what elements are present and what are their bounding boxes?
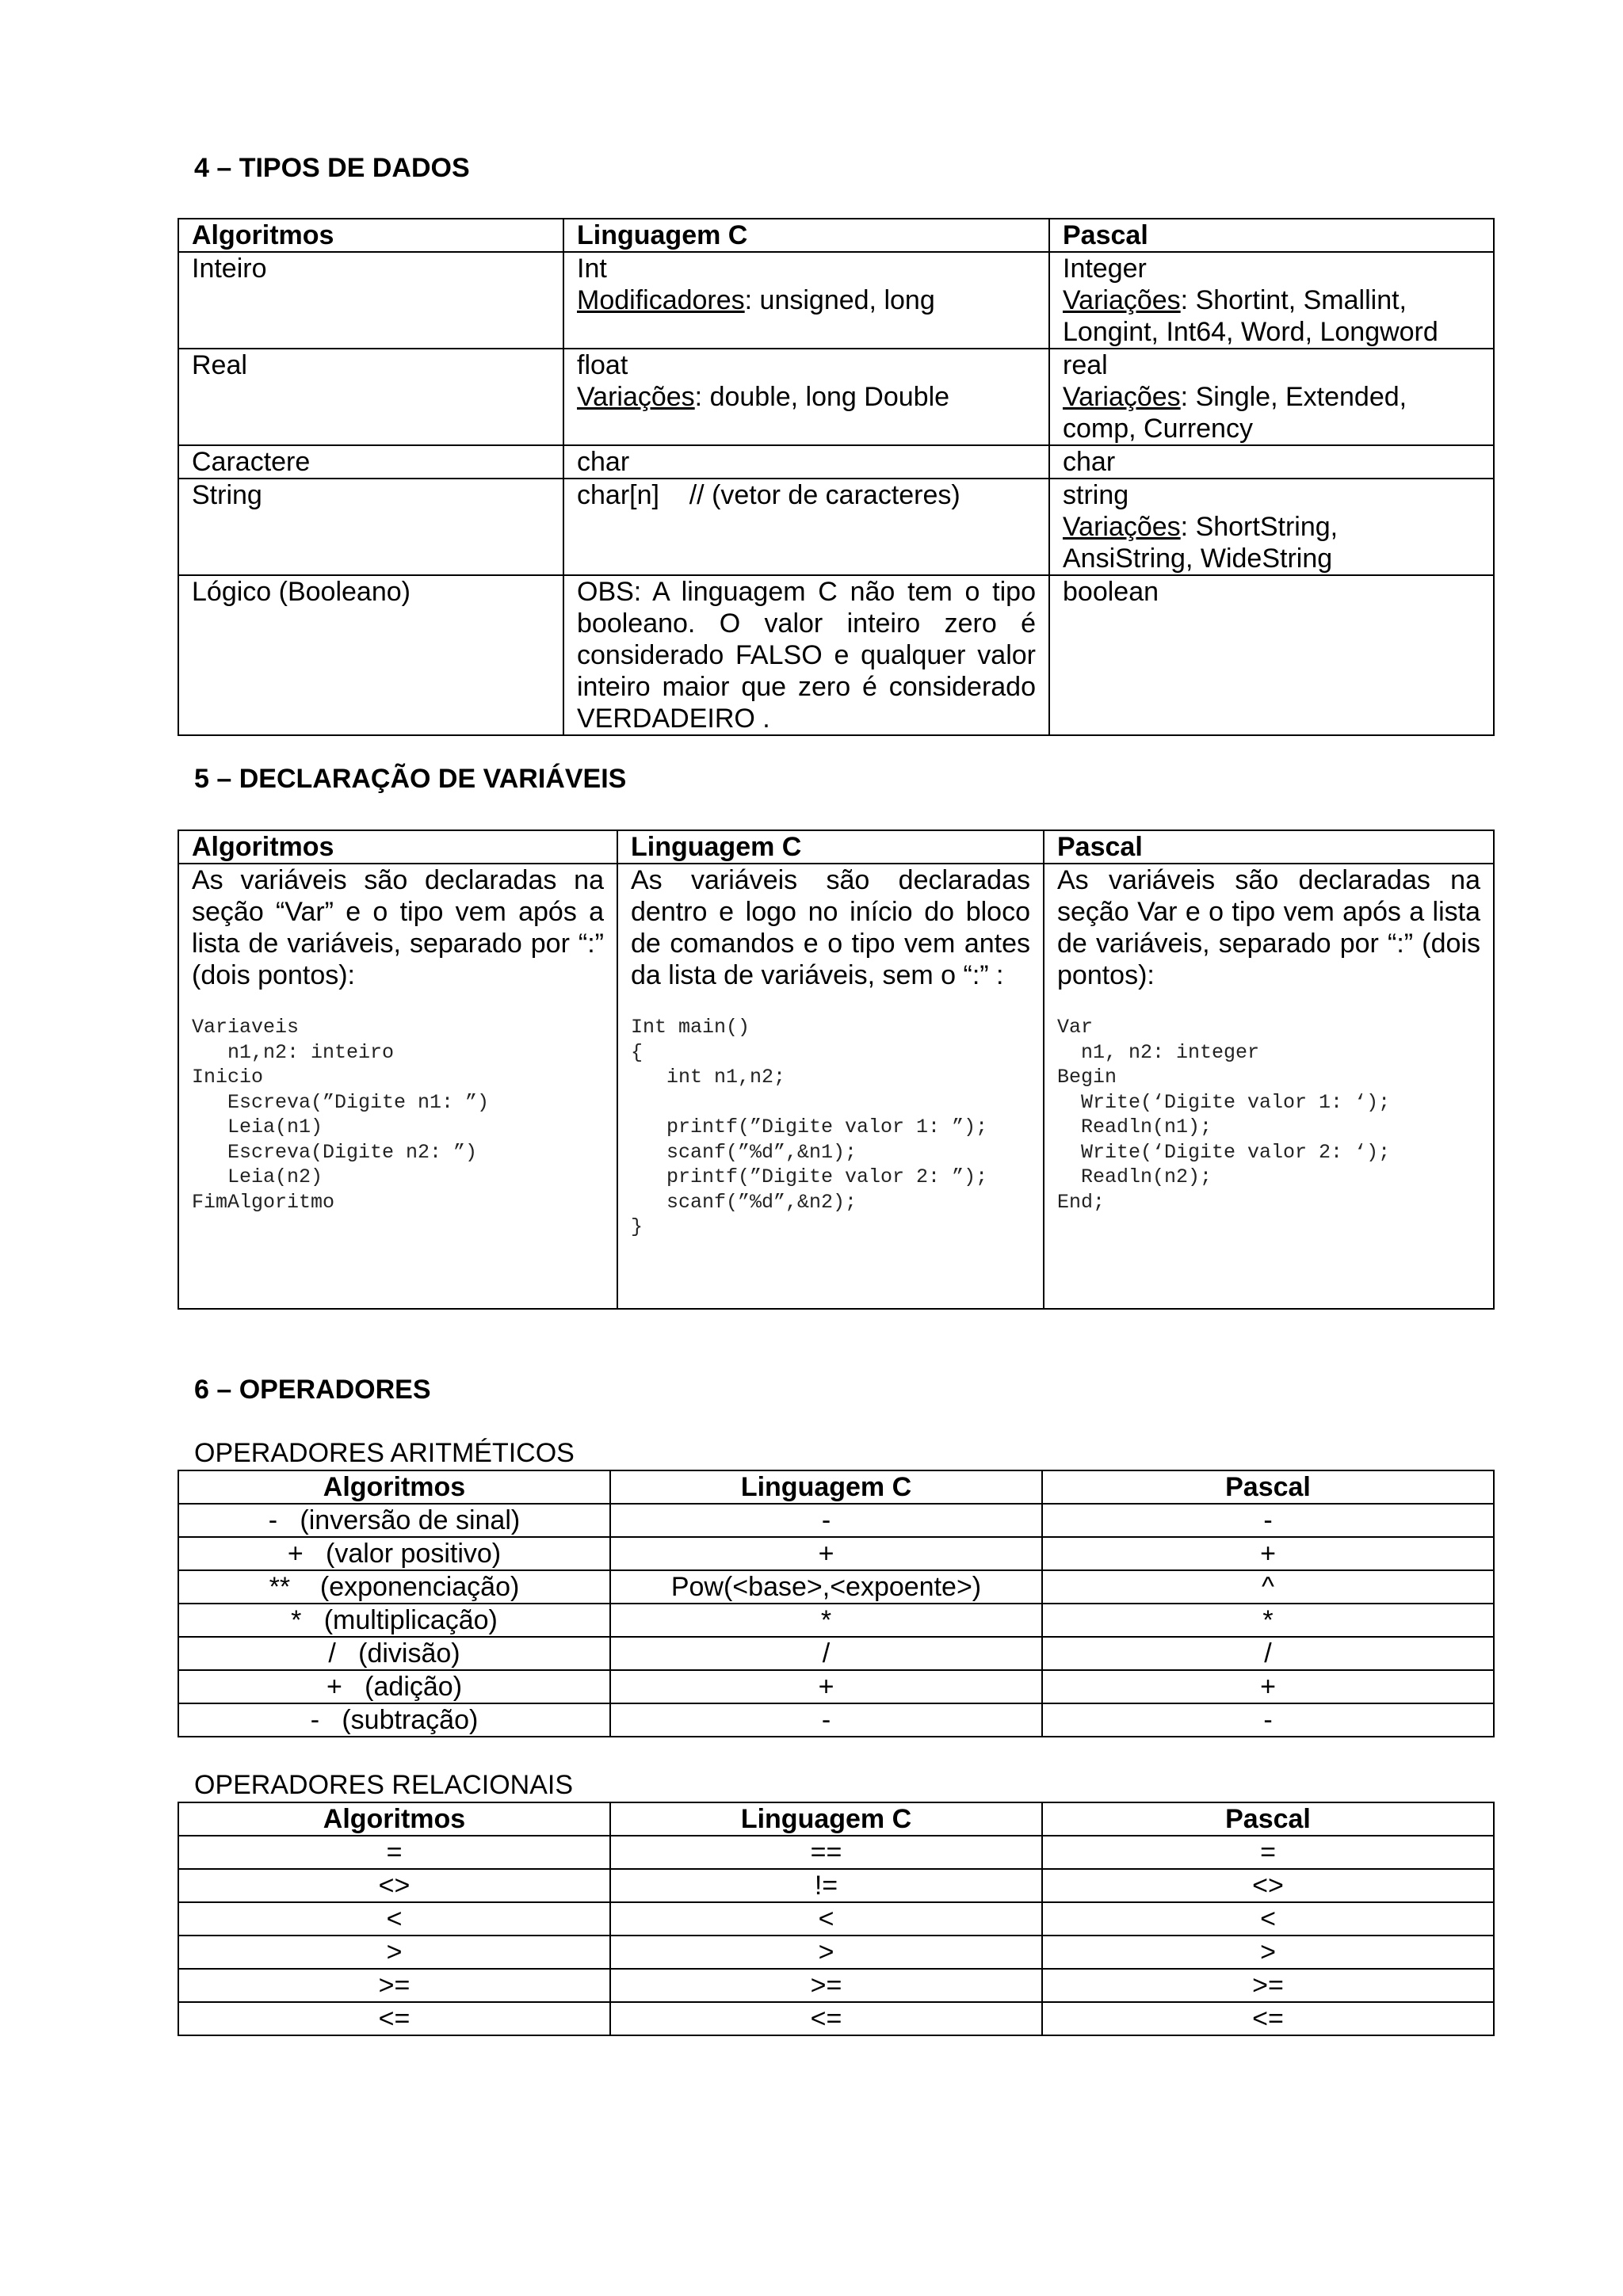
section-5-title: 5 – DECLARAÇÃO DE VARIÁVEIS [194, 764, 627, 794]
pascal-op: <= [1042, 2002, 1494, 2035]
pascal-op: <> [1042, 1869, 1494, 1902]
pascal-op: > [1042, 1936, 1494, 1969]
pascal-op: / [1042, 1637, 1494, 1670]
header-linguagem-c: Linguagem C [563, 219, 1049, 252]
pascal-cell [1049, 252, 1494, 349]
table-row [178, 1604, 1494, 1637]
section-4-title: 4 – TIPOS DE DADOS [194, 153, 470, 183]
table-row [178, 1537, 1494, 1570]
header-algoritmos: Algoritmos [178, 1470, 610, 1504]
c-op: + [610, 1670, 1042, 1703]
table-header-row [178, 1802, 1494, 1836]
pascal-description: As variáveis são declaradas na seção Var e o tipo vem após a lista de variáveis, separado por “:” (dois pontos): [1057, 865, 1480, 990]
pascal-type: string [1063, 480, 1129, 510]
table-row [178, 1902, 1494, 1936]
table-row [178, 1570, 1494, 1604]
header-algoritmos: Algoritmos [178, 830, 617, 864]
header-algoritmos: Algoritmos [178, 219, 563, 252]
table-row [178, 864, 1494, 1309]
header-pascal: Pascal [1042, 1802, 1494, 1836]
alg-op: > [178, 1936, 610, 1969]
rel-operators-title: OPERADORES RELACIONAIS [194, 1770, 574, 1800]
alg-cell: Lógico (Booleano) [178, 575, 563, 735]
c-op: - [610, 1703, 1042, 1737]
pascal-variations: Variações: Shortint, Smallint, [1063, 285, 1407, 315]
pascal-op: * [1042, 1604, 1494, 1637]
pascal-cell [1049, 349, 1494, 445]
alg-cell: String [178, 479, 563, 575]
pascal-op: + [1042, 1537, 1494, 1570]
c-op: - [610, 1504, 1042, 1537]
table-header-row [178, 219, 1494, 252]
table-row [178, 1869, 1494, 1902]
c-op: * [610, 1604, 1042, 1637]
alg-description: As variáveis são declaradas na seção “Var” e o tipo vem após a lista de variáveis, separado por “:” (dois pontos): [192, 865, 604, 990]
tipos-de-dados-table [178, 218, 1495, 736]
table-row [178, 479, 1494, 575]
alg-op: <= [178, 2002, 610, 2035]
pascal-op: ^ [1042, 1570, 1494, 1604]
pascal-op: - [1042, 1703, 1494, 1737]
c-op: < [610, 1902, 1042, 1936]
table-row [178, 1969, 1494, 2002]
header-pascal: Pascal [1049, 219, 1494, 252]
pascal-type: Integer [1063, 254, 1147, 284]
header-linguagem-c: Linguagem C [610, 1470, 1042, 1504]
table-row [178, 252, 1494, 349]
pascal-cell: boolean [1049, 575, 1494, 735]
table-row [178, 349, 1494, 445]
pascal-op: >= [1042, 1969, 1494, 2002]
alg-op: >= [178, 1969, 610, 2002]
c-op: > [610, 1936, 1042, 1969]
table-row [178, 1936, 1494, 1969]
pascal-op: < [1042, 1902, 1494, 1936]
table-row [178, 1836, 1494, 1869]
rel-operators-table [178, 1802, 1495, 2036]
pascal-variations-cont: AnsiString, WideString [1063, 543, 1333, 574]
alg-op: / (divisão) [178, 1637, 610, 1670]
pascal-type: real [1063, 350, 1108, 380]
table-row [178, 1504, 1494, 1537]
pascal-cell: char [1049, 445, 1494, 479]
section-6-title: 6 – OPERADORES [194, 1375, 431, 1405]
c-type: float [577, 350, 628, 380]
table-row [178, 1703, 1494, 1737]
pascal-op: = [1042, 1836, 1494, 1869]
header-linguagem-c: Linguagem C [617, 830, 1044, 864]
c-cell [563, 349, 1049, 445]
c-cell: char[n] // (vetor de caracteres) [563, 479, 1049, 575]
c-op: Pow(<base>,<expoente>) [610, 1570, 1042, 1604]
c-cell [563, 252, 1049, 349]
table-row [178, 445, 1494, 479]
alg-op: * (multiplicação) [178, 1604, 610, 1637]
c-op: == [610, 1836, 1042, 1869]
declaracao-variaveis-table [178, 830, 1495, 1310]
header-pascal: Pascal [1042, 1470, 1494, 1504]
c-type: Int [577, 254, 607, 284]
table-row [178, 2002, 1494, 2035]
alg-op: - (subtração) [178, 1703, 610, 1737]
c-op: != [610, 1869, 1042, 1902]
c-cell [617, 864, 1044, 1309]
pascal-variations: Variações: Single, Extended, [1063, 382, 1407, 412]
c-op: + [610, 1537, 1042, 1570]
c-cell: OBS: A linguagem C não tem o tipo booleano. O valor inteiro zero é considerado FALSO e qualquer valor inteiro maior que zero é considerado VERDADEIRO . [563, 575, 1049, 735]
alg-op: <> [178, 1869, 610, 1902]
table-header-row [178, 830, 1494, 864]
c-op: <= [610, 2002, 1042, 2035]
arith-operators-table [178, 1470, 1495, 1737]
c-description: As variáveis são declaradas dentro e logo no início do bloco de comandos e o tipo vem antes da lista de variáveis, sem o “:” : [631, 865, 1030, 990]
table-header-row [178, 1470, 1494, 1504]
pascal-op: - [1042, 1504, 1494, 1537]
pascal-op: + [1042, 1670, 1494, 1703]
table-row [178, 1637, 1494, 1670]
pascal-code-block: Var n1, n2: integer Begin Write(‘Digite valor 1: ‘); Readln(n1); Write(‘Digite valor 2: ‘); Readln(n2); End; [1057, 1016, 1391, 1214]
alg-op: + (adição) [178, 1670, 610, 1703]
table-row [178, 1670, 1494, 1703]
header-pascal: Pascal [1044, 830, 1494, 864]
c-op: >= [610, 1969, 1042, 2002]
pascal-variations-cont: Longint, Int64, Word, Longword [1063, 317, 1438, 347]
alg-op: = [178, 1836, 610, 1869]
header-algoritmos: Algoritmos [178, 1802, 610, 1836]
c-op: / [610, 1637, 1042, 1670]
c-variations: Variações: double, long Double [577, 382, 950, 412]
c-code-block: Int main() { int n1,n2; printf(”Digite valor 1: ”); scanf(”%d”,&n1); printf(”Digite valor 2: ”); scanf(”%d”,&n2); } [631, 1016, 988, 1238]
pascal-cell [1049, 479, 1494, 575]
pascal-cell [1044, 864, 1494, 1309]
alg-cell: Caractere [178, 445, 563, 479]
alg-code-block: Variaveis n1,n2: inteiro Inicio Escreva(”Digite n1: ”) Leia(n1) Escreva(Digite n2: ”) Leia(n2) FimAlgoritmo [192, 1016, 490, 1214]
alg-op: + (valor positivo) [178, 1537, 610, 1570]
c-modifiers: Modificadores: unsigned, long [577, 285, 935, 315]
alg-op: ** (exponenciação) [178, 1570, 610, 1604]
alg-cell: Real [178, 349, 563, 445]
header-linguagem-c: Linguagem C [610, 1802, 1042, 1836]
alg-op: - (inversão de sinal) [178, 1504, 610, 1537]
alg-cell [178, 864, 617, 1309]
c-cell: char [563, 445, 1049, 479]
arith-operators-title: OPERADORES ARITMÉTICOS [194, 1438, 575, 1468]
pascal-variations: Variações: ShortString, [1063, 512, 1338, 542]
alg-cell: Inteiro [178, 252, 563, 349]
alg-op: < [178, 1902, 610, 1936]
table-row [178, 575, 1494, 735]
pascal-variations-cont: comp, Currency [1063, 414, 1253, 444]
